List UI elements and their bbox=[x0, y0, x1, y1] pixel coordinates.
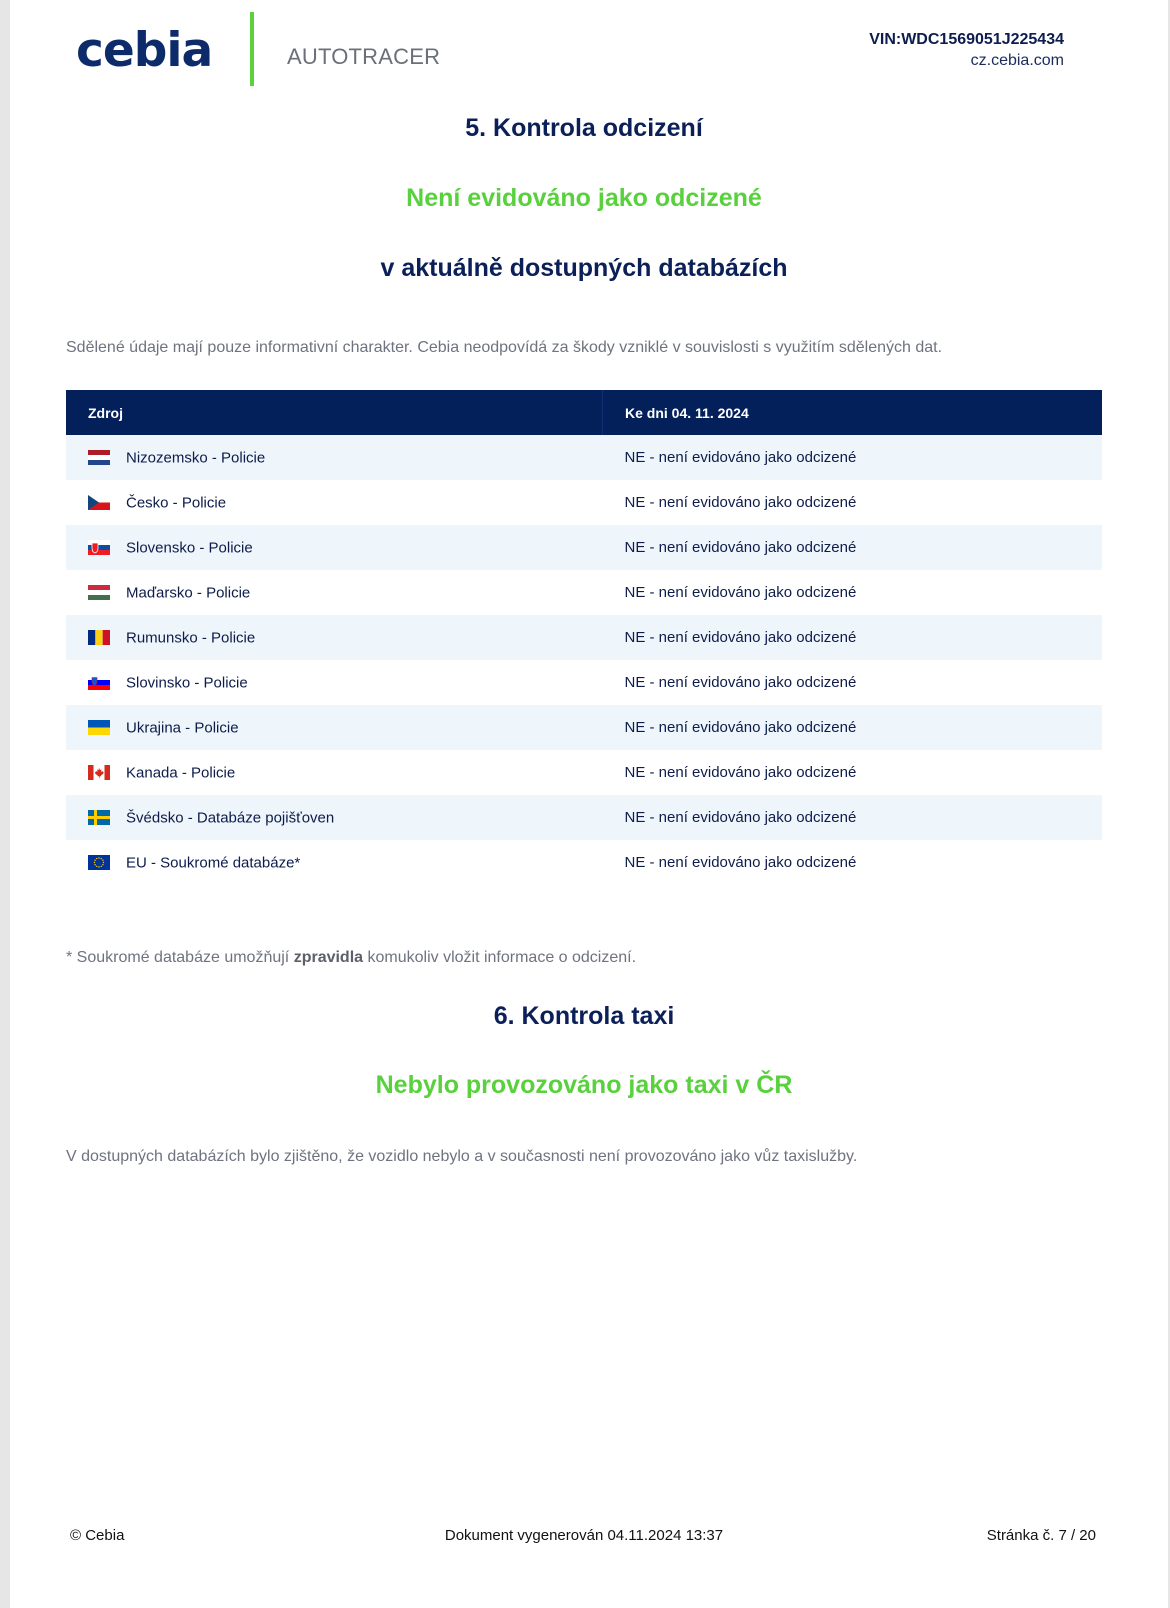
taxi-text: V dostupných databázích bylo zjištěno, že vozidlo nebylo a v současnosti není provozováno jako vůz taxislužby. bbox=[66, 1148, 858, 1165]
footer-copyright: © Cebia bbox=[70, 1527, 125, 1544]
table-row bbox=[66, 660, 1102, 705]
table-row bbox=[66, 840, 1102, 885]
source-name: Nizozemsko - Policie bbox=[126, 449, 266, 467]
source-name: Švédsko - Databáze pojišťoven bbox=[126, 809, 335, 827]
flag-czechia-icon bbox=[88, 495, 110, 510]
section-5-subtitle: v aktuálně dostupných databázích bbox=[380, 254, 788, 282]
logo-divider bbox=[250, 12, 254, 86]
flag-ukraine-icon bbox=[88, 720, 110, 735]
flag-eu-icon bbox=[88, 855, 110, 870]
result-cell: NE - není evidováno jako odcizené bbox=[603, 525, 1103, 570]
result-cell: NE - není evidováno jako odcizené bbox=[603, 480, 1103, 525]
table-row bbox=[66, 705, 1102, 750]
source-cell bbox=[66, 660, 603, 705]
result-cell: NE - není evidováno jako odcizené bbox=[603, 750, 1103, 795]
result-cell: NE - není evidováno jako odcizené bbox=[603, 570, 1103, 615]
source-name: Slovinsko - Policie bbox=[126, 674, 248, 692]
footnote-bold: zpravidla bbox=[293, 949, 364, 966]
source-name: Maďarsko - Policie bbox=[126, 584, 251, 602]
column-header-source: Zdroj bbox=[66, 390, 603, 435]
source-cell bbox=[66, 525, 603, 570]
footnote-text-end: komukoliv vložit informace o odcizení. bbox=[363, 949, 637, 966]
table-row bbox=[66, 525, 1102, 570]
flag-hungary-icon bbox=[88, 585, 110, 600]
table-header-row bbox=[66, 390, 1102, 435]
flag-canada-icon bbox=[88, 765, 110, 780]
theft-sources-table bbox=[66, 390, 1102, 885]
table-row bbox=[66, 480, 1102, 525]
source-cell bbox=[66, 480, 603, 525]
source-cell bbox=[66, 435, 603, 480]
footnote bbox=[66, 949, 636, 967]
theft-status: Není evidováno jako odcizené bbox=[406, 184, 762, 212]
logo-wordmark: cebia bbox=[76, 23, 213, 78]
result-cell: NE - není evidováno jako odcizené bbox=[603, 795, 1103, 840]
source-name: EU - Soukromé databáze* bbox=[126, 854, 301, 872]
table-row bbox=[66, 435, 1102, 480]
product-name: AUTOTRACER bbox=[287, 44, 441, 69]
source-name: Slovensko - Policie bbox=[126, 539, 253, 557]
result-cell: NE - není evidováno jako odcizené bbox=[603, 615, 1103, 660]
table-row bbox=[66, 615, 1102, 660]
report-page bbox=[10, 0, 1168, 1608]
flag-netherlands-icon bbox=[88, 450, 110, 465]
source-name: Kanada - Policie bbox=[126, 764, 236, 782]
footer-page-number: Stránka č. 7 / 20 bbox=[986, 1527, 1096, 1544]
result-cell: NE - není evidováno jako odcizené bbox=[603, 840, 1103, 885]
source-name: Ukrajina - Policie bbox=[126, 719, 239, 737]
footnote-text: * Soukromé databáze umožňují bbox=[66, 949, 294, 966]
source-cell bbox=[66, 795, 603, 840]
source-cell bbox=[66, 570, 603, 615]
column-header-date: Ke dni 04. 11. 2024 bbox=[603, 390, 1103, 435]
flag-slovakia-icon bbox=[88, 540, 110, 555]
result-cell: NE - není evidováno jako odcizené bbox=[603, 705, 1103, 750]
section-6-title: 6. Kontrola taxi bbox=[493, 1002, 675, 1030]
section-5-title: 5. Kontrola odcizení bbox=[465, 114, 703, 142]
taxi-status: Nebylo provozováno jako taxi v ČR bbox=[375, 1071, 793, 1099]
flag-romania-icon bbox=[88, 630, 110, 645]
table-row bbox=[66, 750, 1102, 795]
table-row bbox=[66, 570, 1102, 615]
table-row bbox=[66, 795, 1102, 840]
source-cell bbox=[66, 840, 603, 885]
source-name: Česko - Policie bbox=[126, 494, 227, 512]
source-name: Rumunsko - Policie bbox=[126, 629, 256, 647]
header-info bbox=[869, 30, 1064, 72]
source-cell bbox=[66, 750, 603, 795]
result-cell: NE - není evidováno jako odcizené bbox=[603, 660, 1103, 705]
flag-sweden-icon bbox=[88, 810, 110, 825]
disclaimer-text: Sdělené údaje mají pouze informativní charakter. Cebia neodpovídá za škody vzniklé v souvislosti s využitím sdělených dat. bbox=[66, 339, 943, 356]
footer-generated: Dokument vygenerován 04.11.2024 13:37 bbox=[444, 1527, 724, 1544]
flag-slovenia-icon bbox=[88, 675, 110, 690]
vin-number: VIN:WDC1569051J225434 bbox=[869, 31, 1064, 48]
source-cell bbox=[66, 615, 603, 660]
website-link[interactable]: cz.cebia.com bbox=[970, 52, 1064, 69]
source-cell bbox=[66, 705, 603, 750]
result-cell: NE - není evidováno jako odcizené bbox=[603, 435, 1103, 480]
